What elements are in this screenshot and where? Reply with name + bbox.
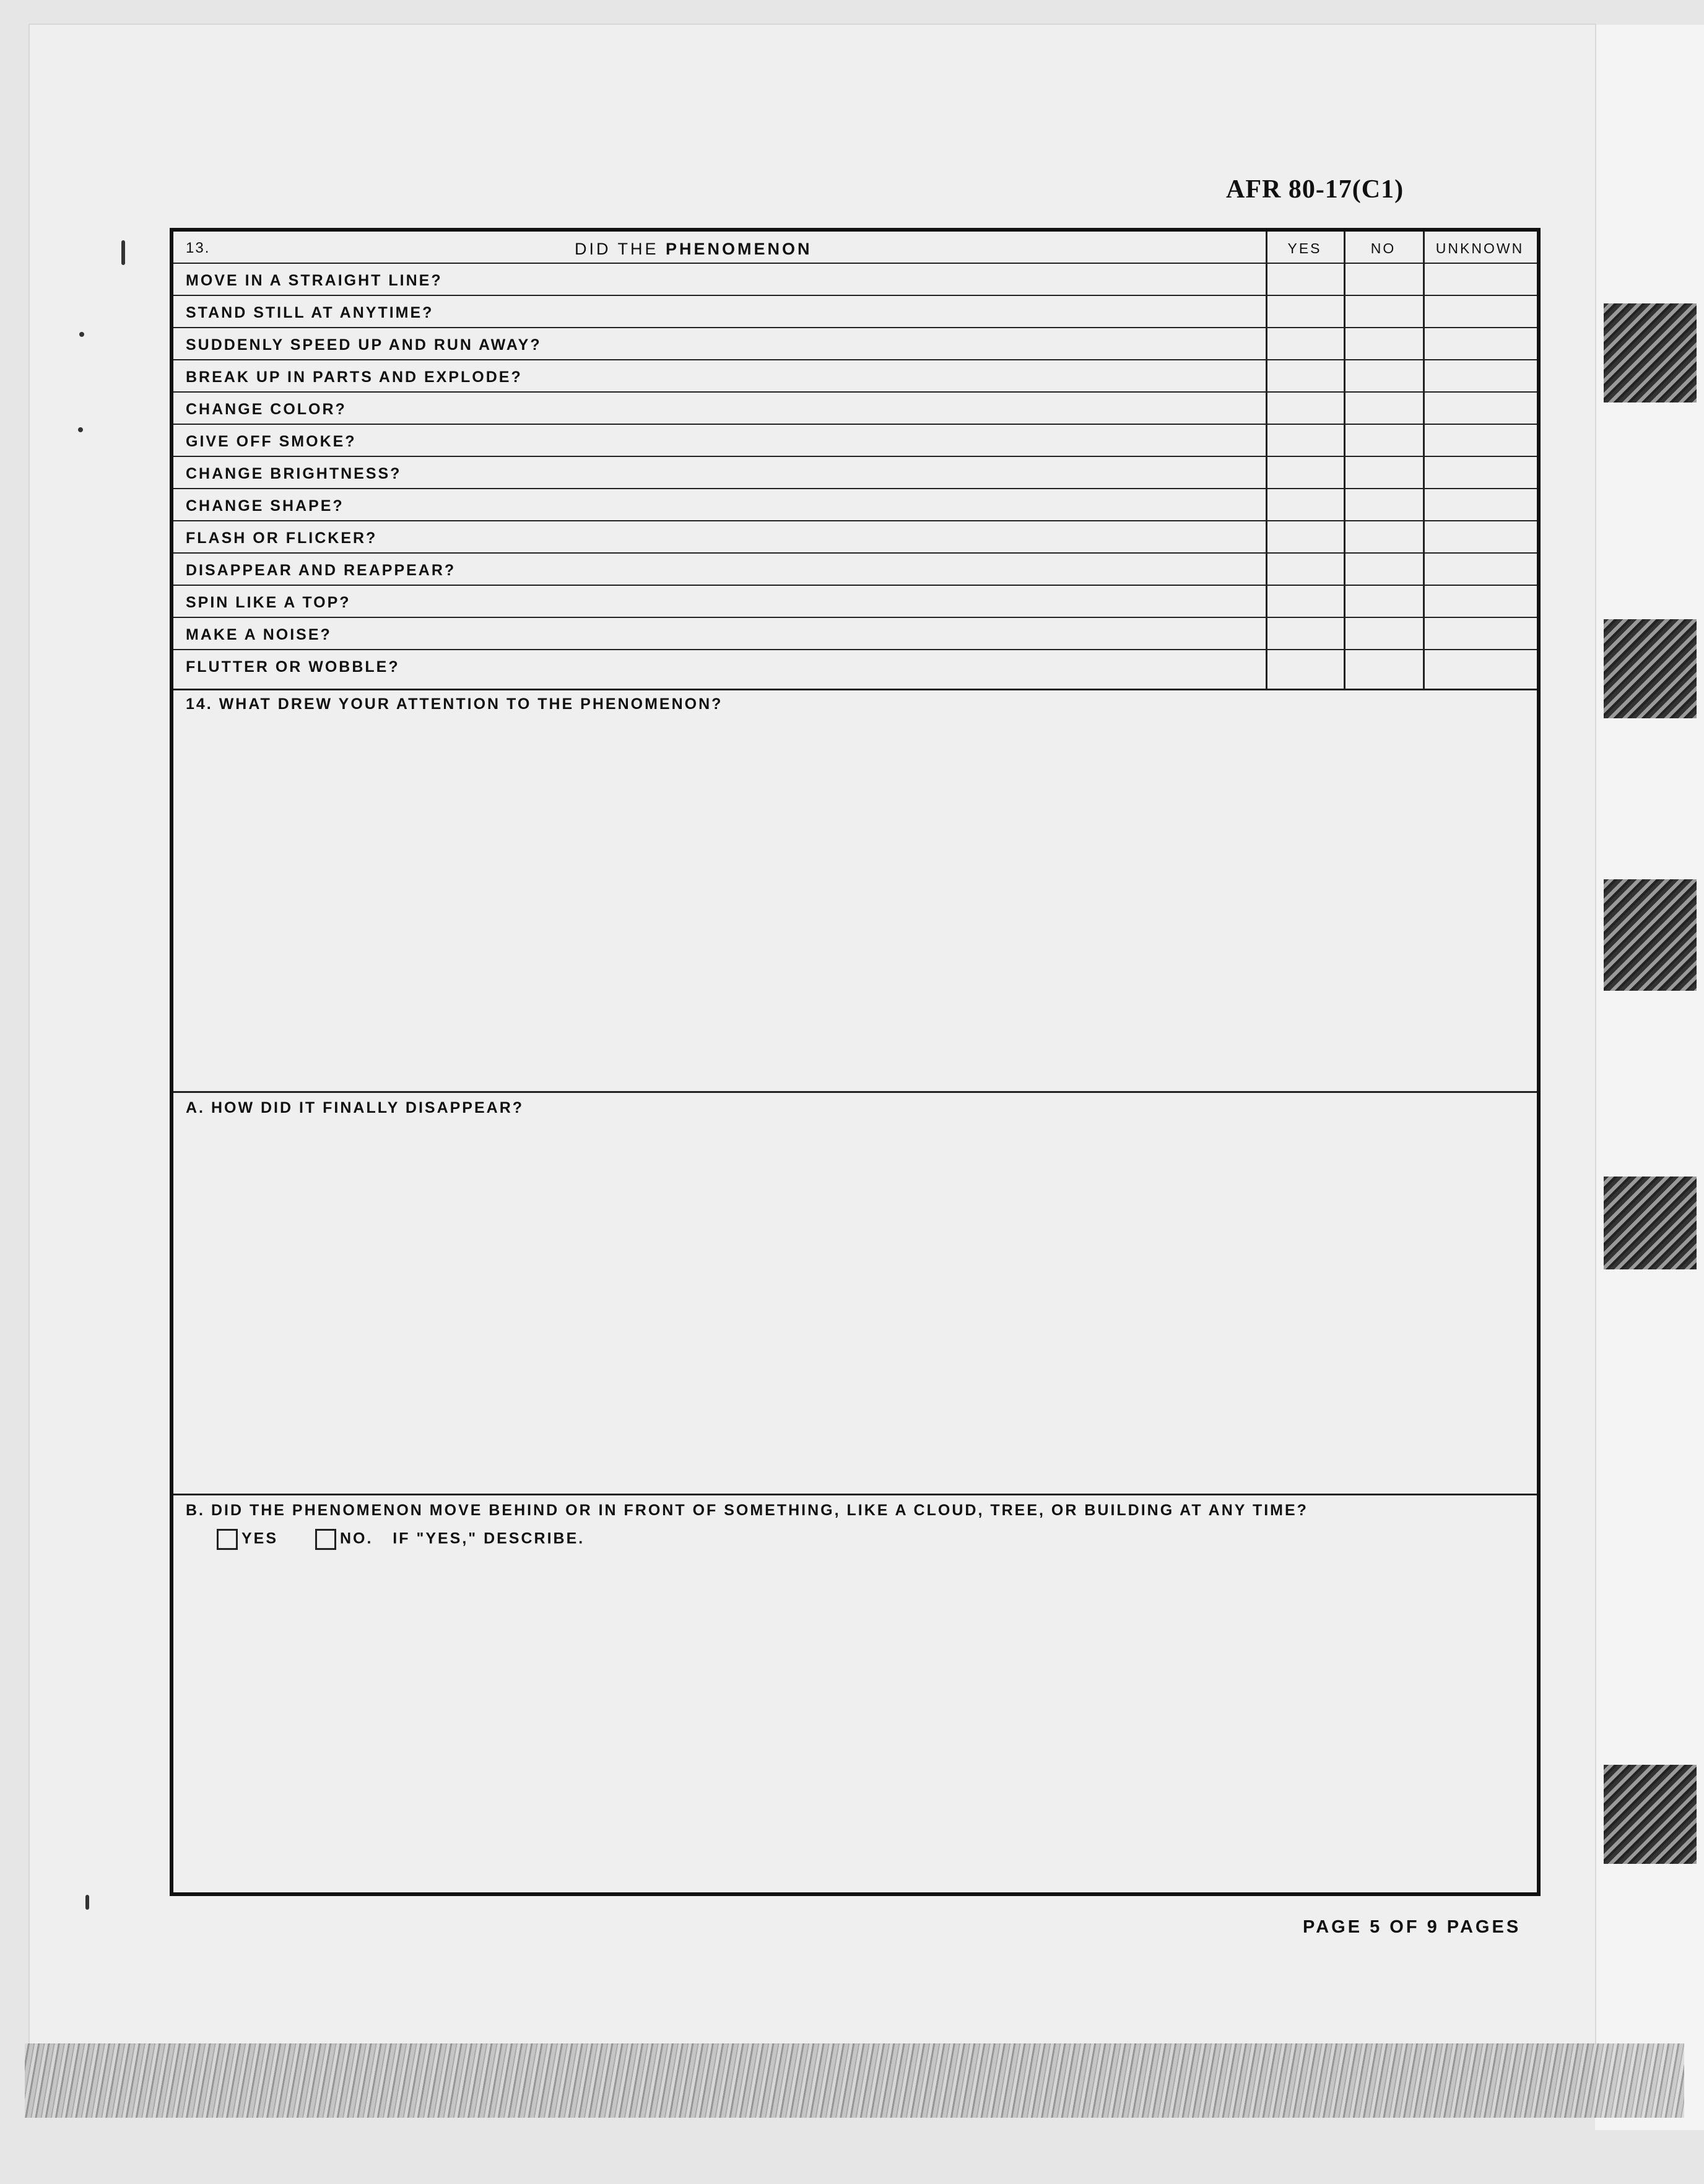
- column-header-unknown: UNKNOWN: [1435, 240, 1524, 256]
- no-checkbox[interactable]: [315, 1529, 336, 1550]
- form-identifier: AFR 80-17(C1): [1226, 175, 1404, 204]
- table-row: [173, 425, 1537, 457]
- row-label: SUDDENLY SPEED UP AND RUN AWAY?: [186, 336, 542, 354]
- scan-artifact: [1604, 1177, 1697, 1269]
- scan-bottom-noise: [25, 2043, 1684, 2118]
- column-header-no: NO: [1370, 240, 1396, 256]
- scan-artifact: [1604, 619, 1697, 718]
- question-14-label: 14. WHAT DREW YOUR ATTENTION TO THE PHENOMENON?: [186, 695, 723, 713]
- column-divider: [1266, 232, 1267, 689]
- row-label: CHANGE COLOR?: [186, 401, 347, 418]
- table-row: [173, 489, 1537, 521]
- row-label: MAKE A NOISE?: [186, 626, 332, 643]
- row-label: GIVE OFF SMOKE?: [186, 433, 357, 450]
- question-b-section: [173, 1494, 1537, 1892]
- question-title-prefix: DID THE: [575, 240, 659, 258]
- scan-mark: [78, 427, 83, 432]
- scan-mark: [79, 332, 84, 337]
- yes-checkbox[interactable]: [217, 1529, 238, 1550]
- table-row: [173, 393, 1537, 425]
- table-row: [173, 264, 1537, 296]
- table-row: [173, 586, 1537, 618]
- scan-mark: [121, 240, 125, 265]
- row-label: CHANGE BRIGHTNESS?: [186, 465, 402, 482]
- row-label: FLASH OR FLICKER?: [186, 529, 378, 547]
- table-row: [173, 618, 1537, 650]
- scan-artifact: [1604, 879, 1697, 991]
- table-row: [173, 296, 1537, 328]
- row-label: MOVE IN A STRAIGHT LINE?: [186, 272, 443, 289]
- table-row: [173, 328, 1537, 360]
- question-title: [575, 232, 812, 266]
- scan-artifact: [1604, 1765, 1697, 1864]
- no-label: NO.: [339, 1529, 373, 1547]
- row-label: DISAPPEAR AND REAPPEAR?: [186, 562, 456, 579]
- column-divider: [1344, 232, 1345, 689]
- table-row: [173, 521, 1537, 554]
- table-row: [173, 650, 1537, 682]
- row-label: CHANGE SHAPE?: [186, 497, 344, 515]
- describe-label: IF "YES," DESCRIBE.: [393, 1529, 585, 1547]
- row-label: BREAK UP IN PARTS AND EXPLODE?: [186, 368, 523, 386]
- question-b-options: [217, 1529, 585, 1550]
- yes-label: YES: [241, 1529, 279, 1547]
- table-header-row: [173, 232, 1537, 264]
- page-number: PAGE 5 OF 9 PAGES: [1303, 1917, 1521, 1937]
- question-number: 13.: [186, 240, 211, 256]
- question-title-emphasis: PHENOMENON: [666, 240, 812, 258]
- column-divider: [1423, 232, 1425, 689]
- observation-form: [170, 228, 1541, 1896]
- scan-artifact: [1604, 303, 1697, 402]
- question-a-section: [173, 1091, 1537, 1494]
- table-row: [173, 360, 1537, 393]
- scan-mark: [85, 1895, 89, 1910]
- table-row: [173, 457, 1537, 489]
- question-b-label: B. DID THE PHENOMENON MOVE BEHIND OR IN FRONT OF SOMETHING, LIKE A CLOUD, TREE, OR BUILDING AT ANY TIME?: [186, 1502, 1308, 1519]
- row-label: SPIN LIKE A TOP?: [186, 594, 351, 611]
- question-14-section: [173, 689, 1537, 1091]
- row-label: FLUTTER OR WOBBLE?: [186, 658, 400, 676]
- column-header-yes: YES: [1287, 240, 1322, 256]
- table-row: [173, 554, 1537, 586]
- row-label: STAND STILL AT ANYTIME?: [186, 304, 434, 321]
- question-a-label: A. HOW DID IT FINALLY DISAPPEAR?: [186, 1099, 524, 1116]
